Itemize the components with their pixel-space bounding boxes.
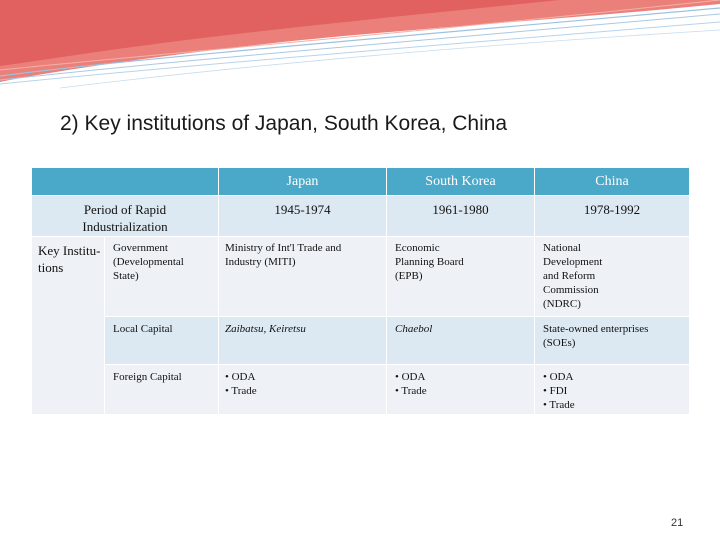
foreign-capital-china-list xyxy=(543,370,681,412)
government-korea-text: Economic Planning Board (EPB) xyxy=(395,242,464,282)
list-item: • ODA xyxy=(225,371,256,383)
row-government-korea xyxy=(387,237,534,316)
page-number: 21 xyxy=(671,517,684,529)
column-header-japan: Japan xyxy=(219,168,386,195)
period-label: Period of Rapid Industrialization xyxy=(82,202,168,234)
column-header-china: China xyxy=(535,168,689,195)
list-item: • ODA xyxy=(543,371,574,383)
period-japan-value: 1945-1974 xyxy=(274,202,331,217)
header-blank-cell xyxy=(32,168,218,195)
list-item: • ODA xyxy=(395,371,426,383)
key-institutions-label: Key Institu-tions xyxy=(38,243,101,275)
foreign-capital-label-text: Foreign Capital xyxy=(113,371,182,383)
period-china xyxy=(535,196,689,236)
row-government-china xyxy=(535,237,689,316)
government-label-text: Government (Developmental State) xyxy=(113,242,184,282)
period-korea-value: 1961-1980 xyxy=(432,202,489,217)
row-local-capital-korea xyxy=(387,317,534,364)
row-foreign-capital-china xyxy=(535,365,689,414)
list-item: • Trade xyxy=(395,385,427,397)
column-header-south-korea: South Korea xyxy=(387,168,534,195)
row-local-capital-china xyxy=(535,317,689,364)
row-foreign-capital-korea xyxy=(387,365,534,414)
local-capital-korea-text: Chaebol xyxy=(395,323,433,335)
key-institutions-cell xyxy=(32,237,104,414)
period-japan xyxy=(219,196,386,236)
local-capital-label-text: Local Capital xyxy=(113,323,173,335)
period-label-cell xyxy=(32,196,218,236)
list-item: • FDI xyxy=(543,385,568,397)
slide-title: 2) Key institutions of Japan, South Korea, China xyxy=(60,112,508,135)
foreign-capital-japan-list xyxy=(225,370,378,398)
local-capital-japan-text: Zaibatsu, Keiretsu xyxy=(225,323,306,335)
foreign-capital-korea-list xyxy=(395,370,526,398)
list-item: • Trade xyxy=(225,385,257,397)
list-item: • Trade xyxy=(543,399,575,411)
period-china-value: 1978-1992 xyxy=(583,202,641,217)
government-japan-text: Ministry of Int'l Trade and Industry (MITI) xyxy=(225,242,342,268)
row-foreign-capital-japan xyxy=(219,365,386,414)
row-local-capital-japan xyxy=(219,317,386,364)
row-local-capital-label xyxy=(105,317,218,364)
row-government-japan xyxy=(219,237,386,316)
period-south-korea xyxy=(387,196,534,236)
row-foreign-capital-label xyxy=(105,365,218,414)
government-china-text: National Development and Reform Commission (NDRC) xyxy=(543,242,603,310)
local-capital-china-text: State-owned enterprises (SOEs) xyxy=(543,323,649,349)
row-government-label xyxy=(105,237,218,316)
decorative-header-swoosh xyxy=(0,0,720,90)
